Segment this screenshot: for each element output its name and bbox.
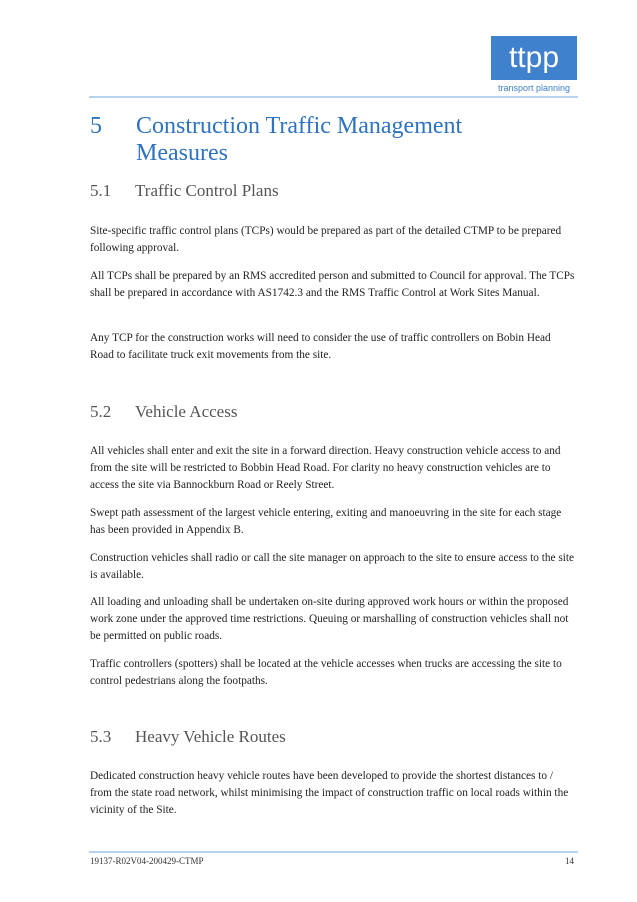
- page-number: 14: [565, 856, 574, 866]
- paragraph: All loading and unloading shall be undertaken on-site during approved work hours or within the proposed work zone under the approved time restrictions. Queuing or marshalling of construction vehicles shall not be permitted on public roads.: [90, 596, 569, 642]
- logo-mark: ttpp: [491, 36, 577, 80]
- paragraph: All TCPs shall be prepared by an RMS accredited person and submitted to Council for approval. The TCPs shall be prepared in accordance with AS1742.3 and the RMS Traffic Control at Work Sites Manual.: [90, 270, 575, 299]
- footer-rule: [89, 851, 578, 853]
- section-title: Heavy Vehicle Routes: [135, 727, 286, 746]
- chapter-title: Construction Traffic Management Measures: [136, 113, 463, 166]
- section-number: 5.1: [90, 181, 112, 200]
- paragraph: All vehicles shall enter and exit the site in a forward direction. Heavy construction vehicle access to and from the site will be restricted to Bobbin Head Road. For clarity no heavy construction vehicles are to access the site via Bannockburn Road or Reely Street.: [90, 445, 561, 491]
- paragraph: Traffic controllers (spotters) shall be located at the vehicle accesses when trucks are accessing the site to control pedestrians along the footpaths.: [90, 658, 562, 687]
- document-reference: 19137-R02V04-200429-CTMP: [90, 856, 204, 866]
- paragraph: Any TCP for the construction works will need to consider the use of traffic controllers on Bobin Head Road to facilitate truck exit movements from the site.: [90, 332, 551, 361]
- section-number: 5.2: [90, 402, 112, 421]
- chapter-number: 5: [90, 113, 102, 139]
- section-title: Traffic Control Plans: [135, 181, 279, 200]
- paragraph: Construction vehicles shall radio or call the site manager on approach to the site to ensure access to the site is available.: [90, 552, 575, 581]
- header-rule: [89, 96, 578, 98]
- company-logo: [491, 36, 577, 94]
- paragraph: Site-specific traffic control plans (TCPs) would be prepared as part of the detailed CTMP to be prepared following approval.: [90, 225, 562, 254]
- section-number: 5.3: [90, 727, 112, 746]
- paragraph: Dedicated construction heavy vehicle routes have been developed to provide the shortest distances to / from the state road network, whilst minimising the impact of construction traffic on local roads within the vicinity of the Site.: [90, 770, 569, 816]
- logo-tagline: transport planning: [497, 83, 571, 93]
- paragraph: Swept path assessment of the largest vehicle entering, exiting and manoeuvring in the site for each stage has been provided in Appendix B.: [90, 507, 562, 536]
- section-title: Vehicle Access: [135, 402, 238, 421]
